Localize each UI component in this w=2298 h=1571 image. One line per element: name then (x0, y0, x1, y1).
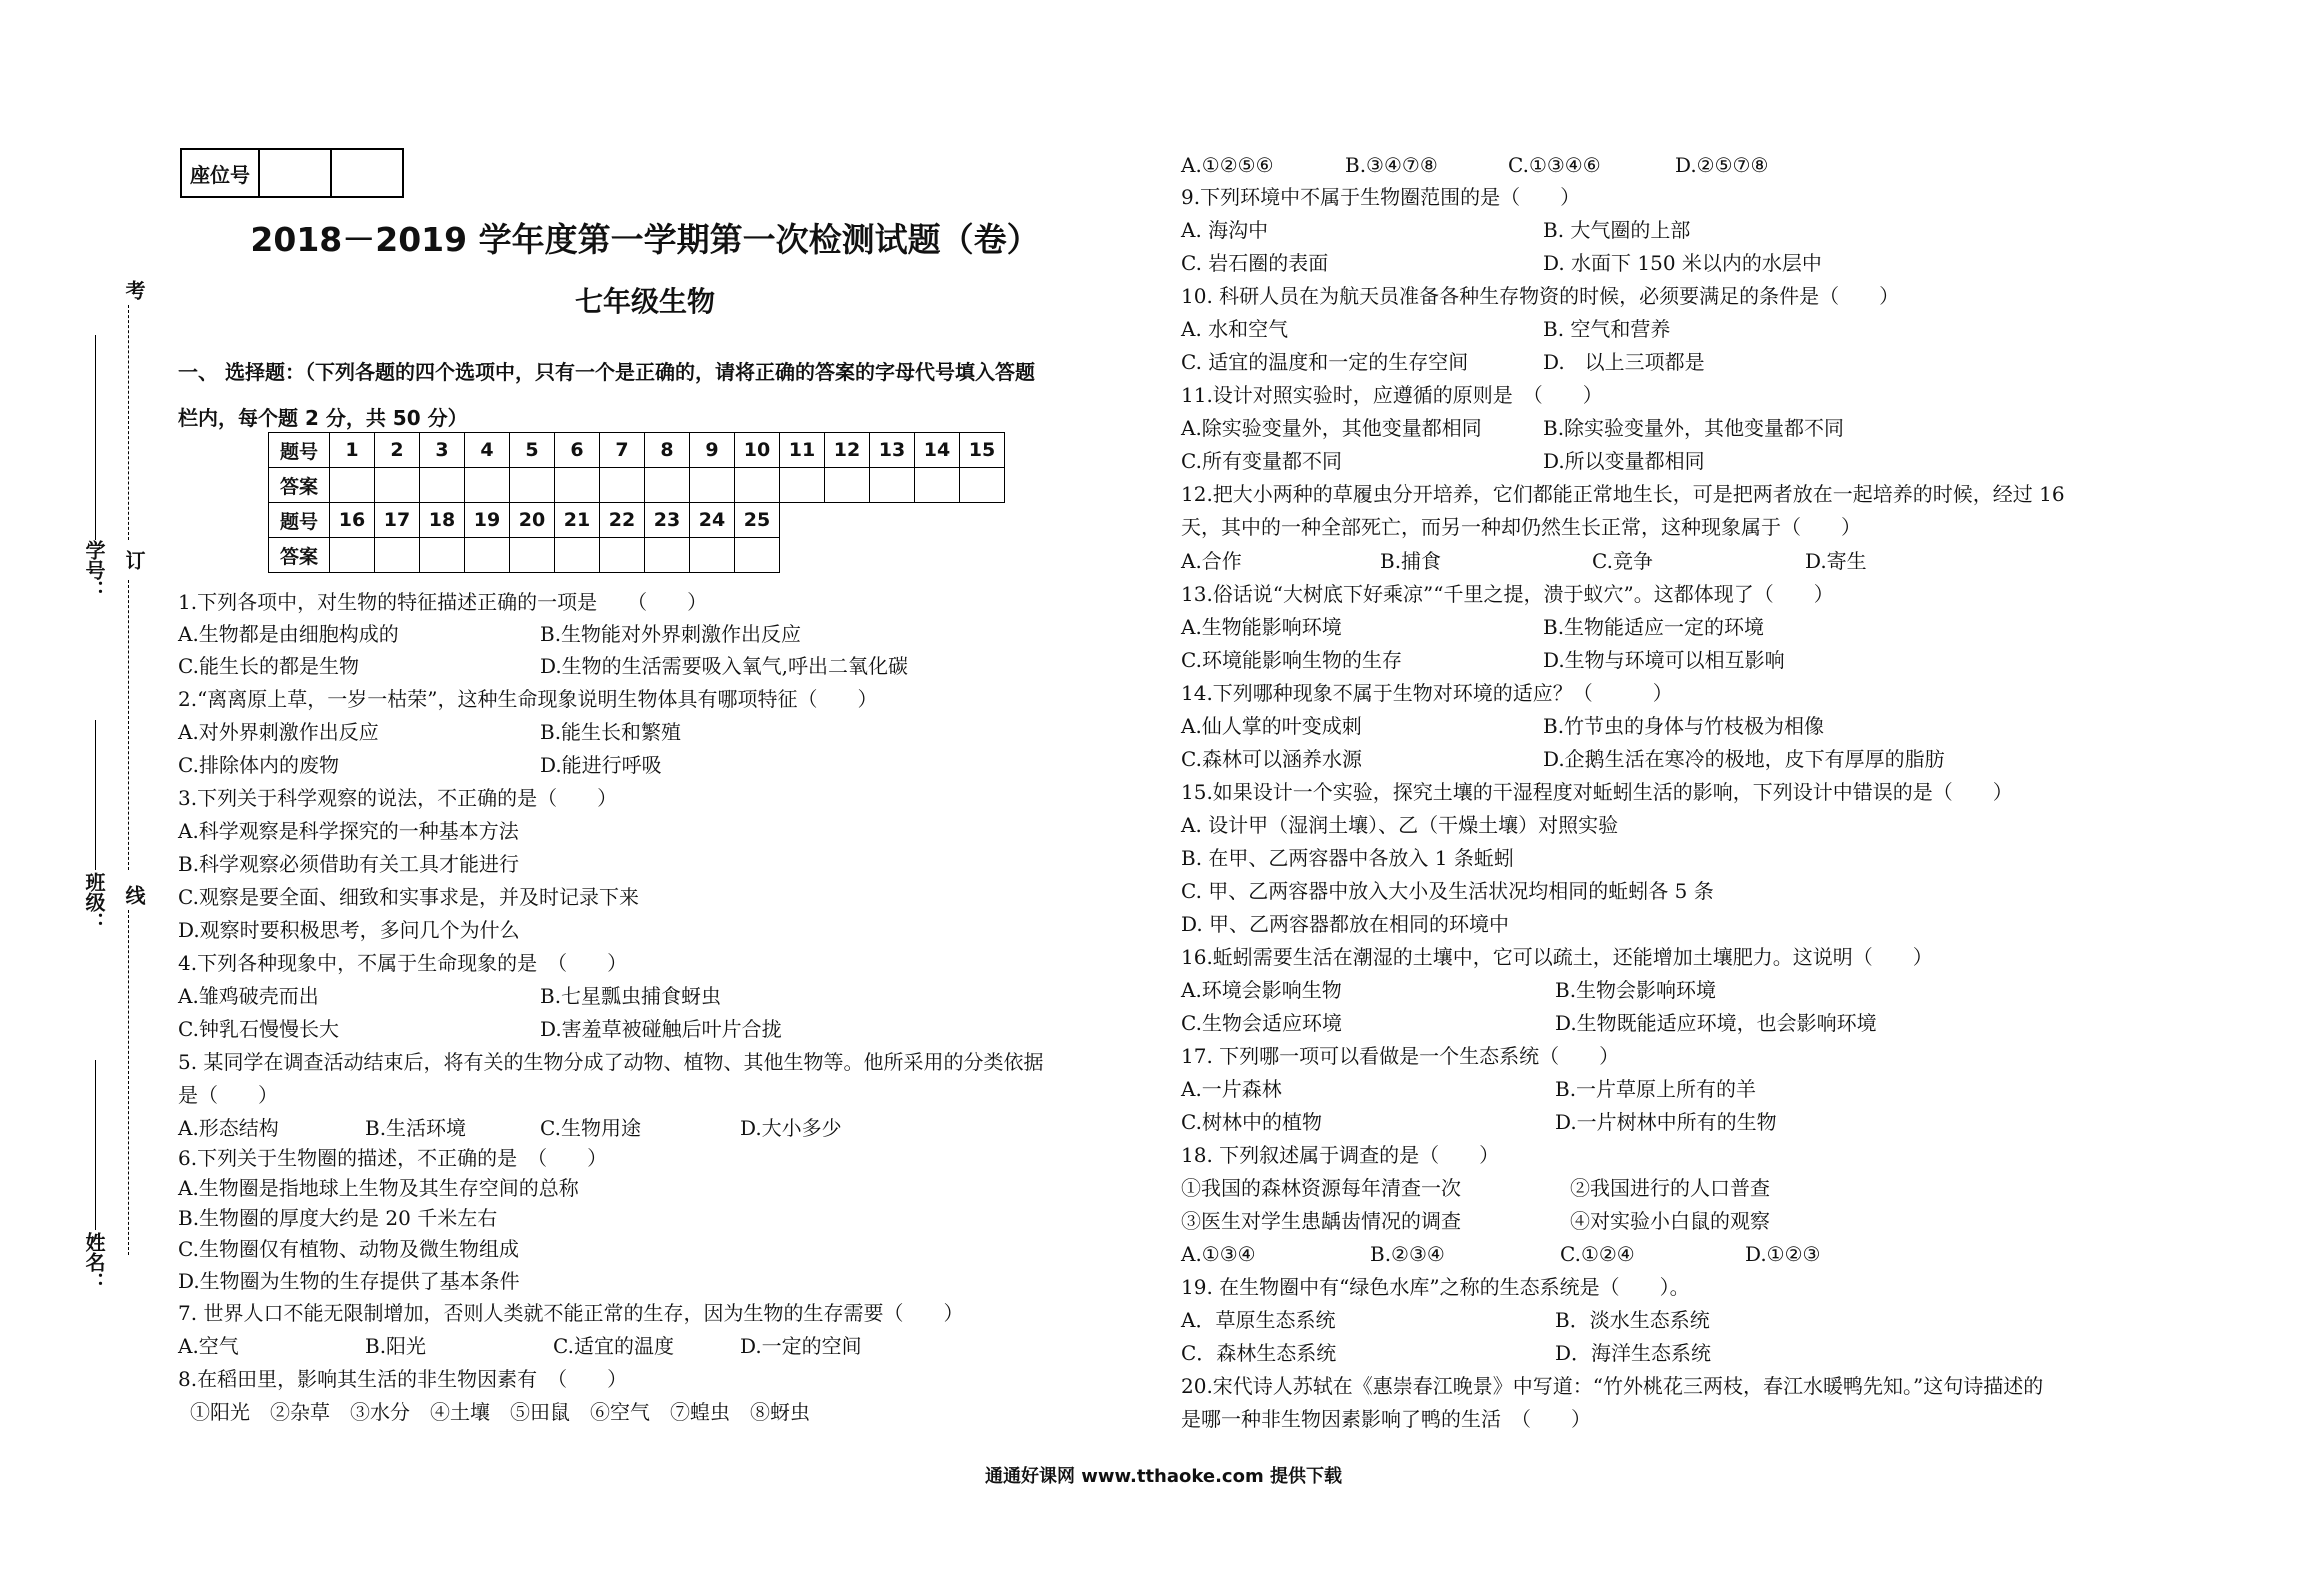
answer-cell[interactable] (690, 538, 735, 573)
option[interactable]: D.生物的生活需要吸入氧气,呼出二氧化碳 (540, 654, 909, 678)
answer-table-header-row-2 (269, 503, 1005, 538)
option[interactable]: A.仙人掌的叶变成刺 (1181, 714, 1362, 738)
option[interactable]: C.森林可以涵养水源 (1181, 747, 1362, 771)
question-18: 18. 下列叙述属于调查的是（ ） (1181, 1143, 1500, 1167)
option[interactable]: C.树林中的植物 (1181, 1110, 1322, 1134)
question-16: 16.蚯蚓需要生活在潮湿的土壤中，它可以疏土，还能增加土壤肥力。这说明（ ） (1181, 945, 1933, 969)
answer-cell[interactable] (870, 468, 915, 503)
answer-table-answer-row-2 (269, 538, 1005, 573)
section-heading-line1: 一、 选择题：（下列各题的四个选项中，只有一个是正确的，请将正确的答案的字母代号填入答题 (178, 360, 1035, 384)
option[interactable]: B.③④⑦⑧ (1345, 153, 1438, 177)
option[interactable]: B. 在甲、乙两容器中各放入 1 条蚯蚓 (1181, 846, 1514, 870)
side-ding-label: 订 (122, 550, 146, 570)
option[interactable]: A.生物圈是指地球上生物及其生存空间的总称 (178, 1176, 579, 1200)
answer-cell[interactable] (375, 538, 420, 573)
row-header: 答案 (269, 468, 330, 503)
option[interactable]: A.生物能影响环境 (1181, 615, 1342, 639)
question-14: 14.下列哪种现象不属于生物对环境的适应？（ ） (1181, 681, 1673, 705)
question-18-stmt: ①我国的森林资源每年清查一次 (1181, 1176, 1461, 1200)
option[interactable]: D.生物圈为生物的生存提供了基本条件 (178, 1269, 520, 1293)
option[interactable]: A．草原生态系统 (1181, 1308, 1336, 1332)
option[interactable]: A. 设计甲（湿润土壤）、乙（干燥土壤）对照实验 (1181, 813, 1619, 837)
option[interactable]: C.钟乳石慢慢长大 (178, 1017, 339, 1041)
option[interactable]: A.形态结构 (178, 1116, 279, 1140)
option[interactable]: B.一片草原上所有的羊 (1555, 1077, 1757, 1101)
option[interactable]: D.一定的空间 (740, 1334, 862, 1358)
question-number: 23 (645, 503, 690, 538)
option[interactable]: B.竹节虫的身体与竹枝极为相像 (1543, 714, 1825, 738)
exam-title: 2018－2019 学年度第一学期第一次检测试题（卷） (250, 220, 1040, 259)
question-number: 2 (375, 433, 420, 468)
option[interactable]: B．淡水生态系统 (1555, 1308, 1710, 1332)
option[interactable]: D.寄生 (1805, 549, 1867, 573)
question-20-cont: 是哪一种非生物因素影响了鸭的生活 （ ） (1181, 1407, 1591, 1431)
option[interactable]: B.生物会影响环境 (1555, 978, 1717, 1002)
option[interactable]: A. 海沟中 (1181, 218, 1269, 242)
question-17: 17. 下列哪一项可以看做是一个生态系统（ ） (1181, 1044, 1620, 1068)
option[interactable]: C．森林生态系统 (1181, 1341, 1337, 1365)
answer-cell[interactable] (645, 538, 690, 573)
question-number: 5 (510, 433, 555, 468)
option[interactable]: C. 岩石圈的表面 (1181, 251, 1329, 275)
answer-cell[interactable] (330, 468, 375, 503)
option[interactable]: D.能进行呼吸 (540, 753, 662, 777)
option[interactable]: A.雏鸡破壳而出 (178, 984, 319, 1008)
question-number: 6 (555, 433, 600, 468)
option[interactable]: D．海洋生态系统 (1555, 1341, 1712, 1365)
option[interactable]: D.②⑤⑦⑧ (1675, 153, 1769, 177)
answer-cell[interactable] (780, 468, 825, 503)
option[interactable]: D.大小多少 (740, 1116, 842, 1140)
answer-cell[interactable] (420, 468, 465, 503)
option[interactable]: D.一片树林中所有的生物 (1555, 1110, 1777, 1134)
option[interactable]: D. 以上三项都是 (1543, 350, 1705, 374)
option[interactable]: D.①②③ (1745, 1242, 1821, 1266)
answer-cell[interactable] (915, 468, 960, 503)
exam-subtitle: 七年级生物 (574, 285, 715, 318)
question-18-stmt: ②我国进行的人口普查 (1570, 1176, 1770, 1200)
seat-number-box (180, 148, 404, 198)
question-9: 9.下列环境中不属于生物圈范围的是（ ） (1181, 185, 1581, 209)
option[interactable]: C.适宜的温度 (553, 1334, 674, 1358)
option[interactable]: D. 甲、乙两容器都放在相同的环境中 (1181, 912, 1510, 936)
question-number: 15 (960, 433, 1005, 468)
answer-cell[interactable] (420, 538, 465, 573)
question-number: 21 (555, 503, 600, 538)
question-number: 20 (510, 503, 555, 538)
option[interactable]: C.排除体内的废物 (178, 753, 339, 777)
answer-cell[interactable] (645, 468, 690, 503)
question-2: 2.“离离原上草，一岁一枯荣”，这种生命现象说明生物体具有哪项特征（ ） (178, 687, 878, 711)
binding-solid-line (95, 335, 96, 540)
answer-cell[interactable] (600, 468, 645, 503)
option[interactable]: B.②③④ (1370, 1242, 1445, 1266)
answer-cell[interactable] (600, 538, 645, 573)
side-xian-label: 线 (122, 885, 146, 905)
answer-table-answer-row-1 (269, 468, 1005, 503)
question-number: 7 (600, 433, 645, 468)
question-number: 14 (915, 433, 960, 468)
binding-dash-line (128, 910, 129, 1255)
side-name-label: 姓名： (82, 1232, 106, 1292)
question-8-items: ①阳光 ②杂草 ③水分 ④土壤 ⑤田鼠 ⑥空气 ⑦蝗虫 ⑧蚜虫 (190, 1400, 810, 1424)
side-kao-label: 考 (122, 280, 146, 300)
option[interactable]: B.能生长和繁殖 (540, 720, 682, 744)
option[interactable]: A.①③④ (1181, 1242, 1256, 1266)
option[interactable]: D.生物与环境可以相互影响 (1543, 648, 1785, 672)
option[interactable]: A.科学观察是科学探究的一种基本方法 (178, 819, 519, 843)
option[interactable]: B.阳光 (365, 1334, 427, 1358)
answer-cell[interactable] (735, 468, 780, 503)
binding-dash-line (128, 305, 129, 540)
option[interactable]: D.所以变量都相同 (1543, 449, 1705, 473)
answer-cell[interactable] (960, 468, 1005, 503)
option[interactable]: C.①②④ (1560, 1242, 1635, 1266)
question-11: 11.设计对照实验时，应遵循的原则是 （ ） (1181, 383, 1603, 407)
option[interactable]: B.除实验变量外，其他变量都不同 (1543, 416, 1845, 440)
binding-solid-line (95, 720, 96, 870)
question-number: 12 (825, 433, 870, 468)
option[interactable]: A.对外界刺激作出反应 (178, 720, 379, 744)
row-header: 题号 (269, 433, 330, 468)
option[interactable]: A.除实验变量外，其他变量都相同 (1181, 416, 1482, 440)
option[interactable]: C.观察是要全面、细致和实事求是，并及时记录下来 (178, 885, 639, 909)
option[interactable]: D.害羞草被碰触后叶片合拢 (540, 1017, 782, 1041)
question-10: 10. 科研人员在为航天员准备各种生存物资的时候，必须要满足的条件是（ ） (1181, 284, 1900, 308)
question-13: 13.俗话说“大树底下好乘凉”“千里之提，溃于蚁穴”。这都体现了（ ） (1181, 582, 1834, 606)
question-12-cont: 天，其中的一种全部死亡，而另一种却仍然生长正常，这种现象属于（ ） (1181, 515, 1861, 539)
option[interactable]: D.企鹅生活在寒冷的极地，皮下有厚厚的脂肪 (1543, 747, 1945, 771)
question-1: 1.下列各项中，对生物的特征描述正确的一项是 （ ） (178, 590, 708, 614)
option[interactable]: B.生物能对外界刺激作出反应 (540, 622, 802, 646)
answer-table-header-row-1 (269, 433, 1005, 468)
answer-cell[interactable] (510, 538, 555, 573)
side-banji-label: 班级： (82, 872, 106, 932)
option[interactable]: C.生物圈仅有植物、动物及微生物组成 (178, 1237, 519, 1261)
option[interactable]: C.所有变量都不同 (1181, 449, 1342, 473)
answer-cell[interactable] (510, 468, 555, 503)
question-number: 16 (330, 503, 375, 538)
option[interactable]: D. 水面下 150 米以内的水层中 (1543, 251, 1822, 275)
option[interactable]: C. 适宜的温度和一定的生存空间 (1181, 350, 1469, 374)
option[interactable]: A. 水和空气 (1181, 317, 1289, 341)
question-7: 7. 世界人口不能无限制增加，否则人类就不能正常的生存，因为生物的生存需要（ ） (178, 1301, 964, 1325)
option[interactable]: D.生物既能适应环境，也会影响环境 (1555, 1011, 1877, 1035)
question-19: 19. 在生物圈中有“绿色水库”之称的生态系统是（ ）。 (1181, 1275, 1690, 1299)
option[interactable]: B.七星瓢虫捕食蚜虫 (540, 984, 722, 1008)
option[interactable]: B.生物能适应一定的环境 (1543, 615, 1765, 639)
option[interactable]: B. 空气和营养 (1543, 317, 1671, 341)
question-number: 3 (420, 433, 465, 468)
question-number: 13 (870, 433, 915, 468)
option[interactable]: D.观察时要积极思考，多问几个为什么 (178, 918, 520, 942)
question-number: 17 (375, 503, 420, 538)
question-6: 6.下列关于生物圈的描述，不正确的是 （ ） (178, 1146, 608, 1170)
seat-cell[interactable] (331, 149, 403, 197)
question-number: 4 (465, 433, 510, 468)
option[interactable]: A.一片森林 (1181, 1077, 1282, 1101)
question-20: 20.宋代诗人苏轼在《惠崇春江晚景》中写道：“竹外桃花三两枝，春江水暖鸭先知。”这句诗描述的 (1181, 1374, 2044, 1398)
question-5: 5. 某同学在调查活动结束后，将有关的生物分成了动物、植物、其他生物等。他所采用的分类依据 (178, 1050, 1044, 1074)
answer-cell[interactable] (690, 468, 735, 503)
option[interactable]: C. 甲、乙两容器中放入大小及生活状况均相同的蚯蚓各 5 条 (1181, 879, 1714, 903)
question-number: 10 (735, 433, 780, 468)
option[interactable]: C.竞争 (1592, 549, 1653, 573)
answer-table (268, 432, 1005, 573)
answer-cell[interactable] (330, 538, 375, 573)
option[interactable]: B.生活环境 (365, 1116, 467, 1140)
side-xuehao-label: 学号： (82, 540, 106, 600)
binding-dash-line (128, 580, 129, 870)
option[interactable]: C.环境能影响生物的生存 (1181, 648, 1402, 672)
answer-cell[interactable] (735, 538, 780, 573)
question-5-cont: 是（ ） (178, 1083, 278, 1107)
option[interactable]: C.生物用途 (540, 1116, 641, 1140)
option[interactable]: C.①③④⑥ (1508, 153, 1601, 177)
answer-cell[interactable] (375, 468, 420, 503)
question-number: 9 (690, 433, 735, 468)
question-3: 3.下列关于科学观察的说法，不正确的是（ ） (178, 786, 618, 810)
answer-cell[interactable] (825, 468, 870, 503)
question-number: 1 (330, 433, 375, 468)
question-18-stmt: ④对实验小白鼠的观察 (1570, 1209, 1770, 1233)
row-header: 答案 (269, 538, 330, 573)
option[interactable]: A.空气 (178, 1334, 239, 1358)
binding-solid-line (95, 1060, 96, 1230)
option[interactable]: B.生物圈的厚度大约是 20 千米左右 (178, 1206, 498, 1230)
seat-cell[interactable] (259, 149, 331, 197)
option[interactable]: A.环境会影响生物 (1181, 978, 1342, 1002)
question-number: 24 (690, 503, 735, 538)
answer-cell[interactable] (465, 468, 510, 503)
seat-label: 座位号 (181, 149, 259, 197)
option[interactable]: B. 大气圈的上部 (1543, 218, 1691, 242)
question-8: 8.在稻田里，影响其生活的非生物因素有 （ ） (178, 1367, 628, 1391)
footer-credit: 通通好课网 www.tthaoke.com 提供下载 (985, 1466, 1342, 1487)
question-15: 15.如果设计一个实验，探究土壤的干湿程度对蚯蚓生活的影响，下列设计中错误的是（ ） (1181, 780, 2013, 804)
row-header: 题号 (269, 503, 330, 538)
option[interactable]: C.能生长的都是生物 (178, 654, 359, 678)
question-number: 25 (735, 503, 780, 538)
option[interactable]: A.①②⑤⑥ (1181, 153, 1274, 177)
question-number: 19 (465, 503, 510, 538)
answer-cell[interactable] (465, 538, 510, 573)
section-heading-line2: 栏内，每个题 2 分，共 50 分） (178, 406, 468, 430)
answer-cell[interactable] (555, 538, 600, 573)
question-number: 11 (780, 433, 825, 468)
option[interactable]: B.捕食 (1380, 549, 1442, 573)
question-number: 22 (600, 503, 645, 538)
question-4: 4.下列各种现象中，不属于生命现象的是 （ ） (178, 951, 628, 975)
question-12: 12.把大小两种的草履虫分开培养，它们都能正常地生长，可是把两者放在一起培养的时候，经过 16 (1181, 482, 2065, 506)
option[interactable]: C.生物会适应环境 (1181, 1011, 1342, 1035)
option[interactable]: A.生物都是由细胞构成的 (178, 622, 399, 646)
option[interactable]: B.科学观察必须借助有关工具才能进行 (178, 852, 520, 876)
question-18-stmt: ③医生对学生患龋齿情况的调查 (1181, 1209, 1461, 1233)
option[interactable]: A.合作 (1181, 549, 1242, 573)
question-number: 8 (645, 433, 690, 468)
question-number: 18 (420, 503, 465, 538)
answer-cell[interactable] (555, 468, 600, 503)
